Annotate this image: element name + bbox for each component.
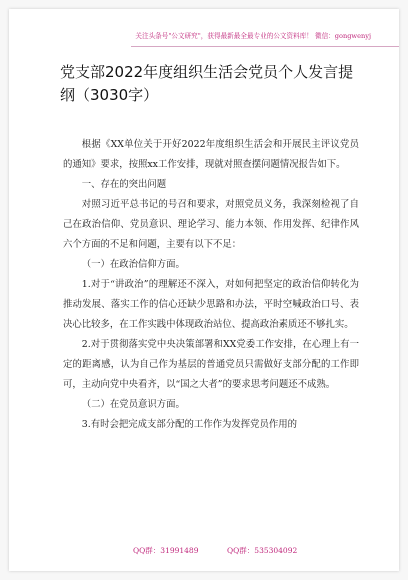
footer-qq-group-1: QQ群：31991489: [133, 546, 199, 555]
paragraph-item-3: 3.有时会把完成支部分配的工作作为发挥党员作用的: [81, 419, 297, 430]
header-banner: 关注头条号"公文研究"，获得最新最全最专业的公文资料库！ 微信：gongwenyj: [131, 25, 399, 47]
document-title: 党支部2022年度组织生活会党员个人发言提纲（3030字）: [60, 63, 354, 104]
document-page: [9, 9, 399, 571]
footer-qq-group-2: QQ群：535304092: [227, 546, 298, 555]
subheading-party-awareness: （二）在党员意识方面。: [81, 399, 185, 410]
subheading-political-belief: （一）在政治信仰方面。: [81, 259, 185, 270]
paragraph-item-1: 1.对于“讲政治”的理解还不深入，对如何把坚定的政治信仰转化为推动发展、落实工作的信心还缺少思路和办法，平时空喊政治口号、表决心比较多，在工作实践中体现政治站位、提高政治素质还不够扎实。: [63, 279, 359, 330]
document-body: [63, 135, 359, 435]
page-footer: [9, 541, 399, 559]
paragraph-overview: 对照习近平总书记的号召和要求，对照党员义务，我深刻检视了自己在政治信仰、党员意识、理论学习、能力本领、作用发挥、纪律作风六个方面的不足和问题，主要有以下不足：: [63, 199, 359, 250]
paragraph-item-2: 2.对于贯彻落实党中央决策部署和XX党委工作安排，在心理上有一定的距离感，认为自己作为基层的普通党员只需做好支部分配的工作即可，主动向党中央看齐，以“国之大者”的要求思考问题还不成熟。: [63, 339, 359, 390]
section-heading: 一、存在的突出问题: [81, 179, 167, 190]
paragraph-intro: 根据《XX单位关于开好2022年度组织生活会和开展民主评议党员的通知》要求，按照xx工作安排，现就对照查摆问题情况报告如下。: [63, 139, 359, 170]
